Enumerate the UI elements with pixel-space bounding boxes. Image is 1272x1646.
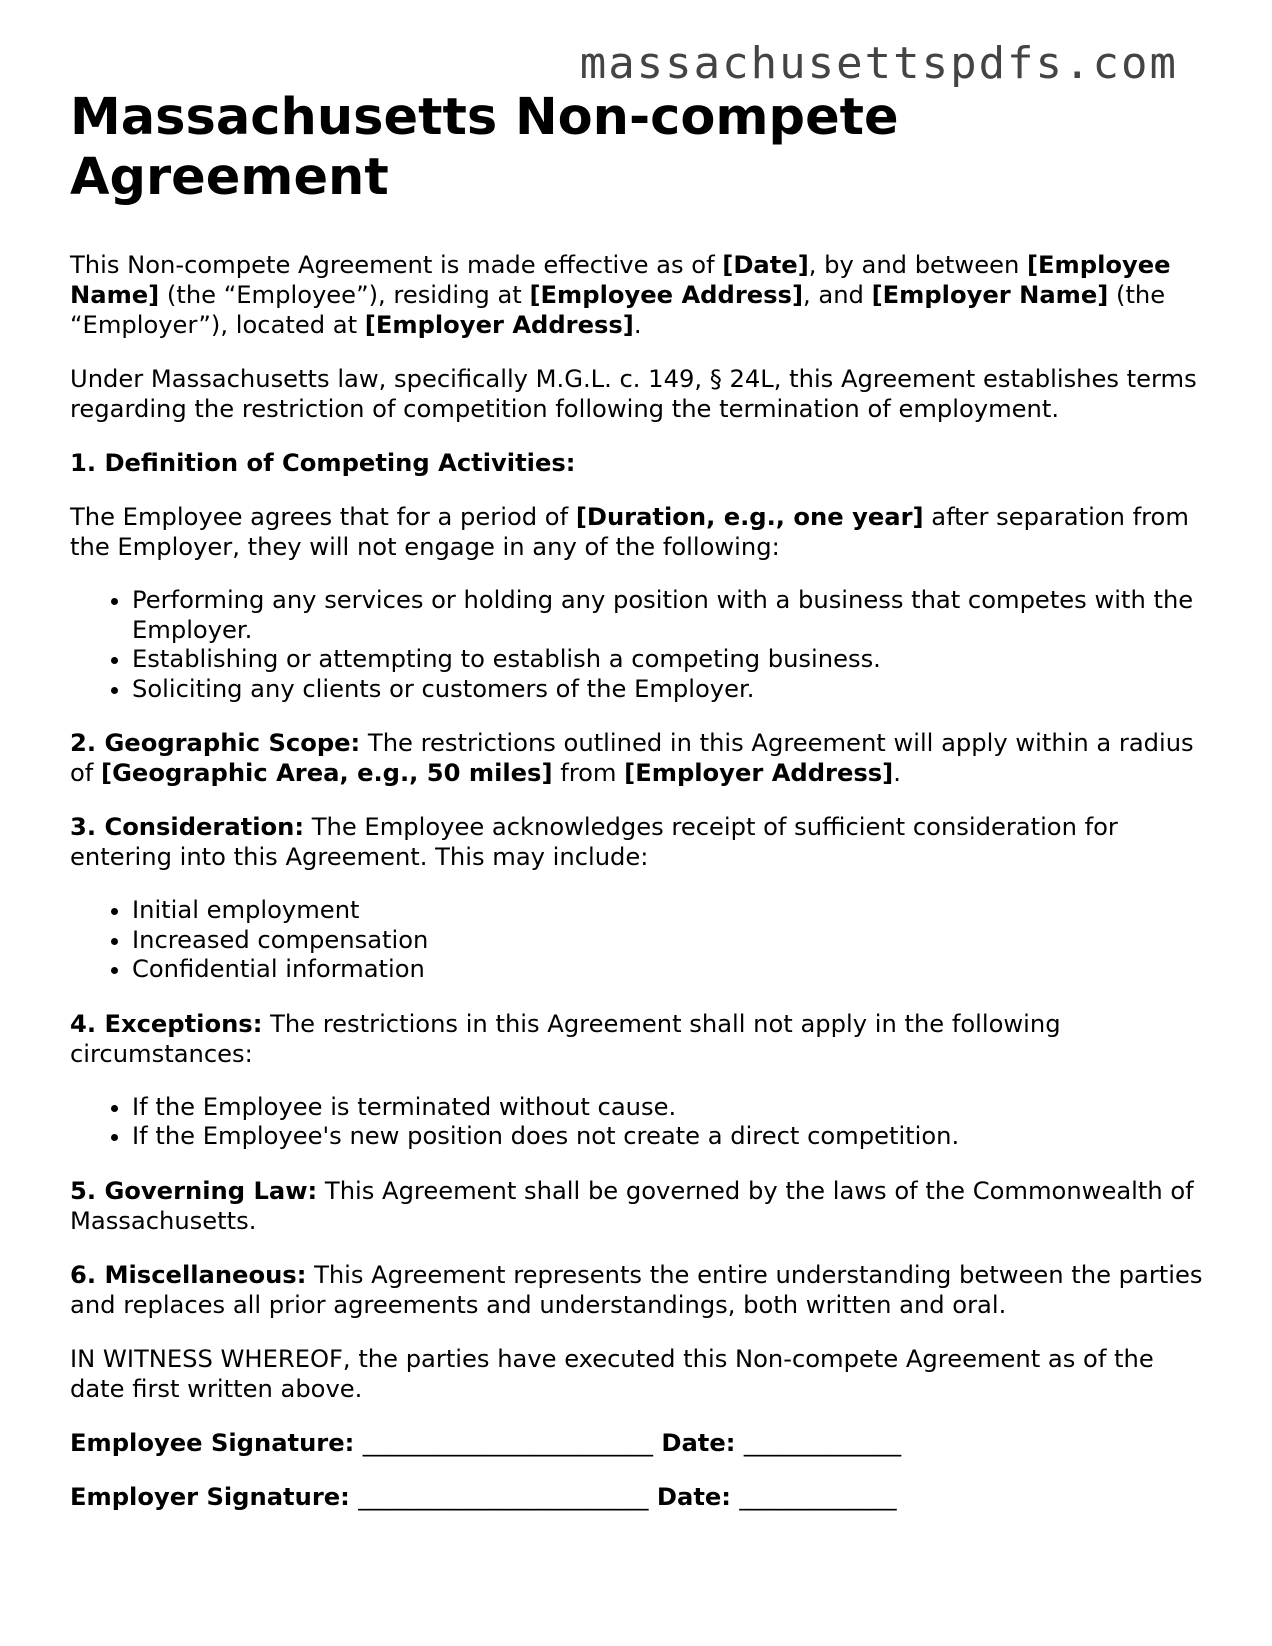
date-placeholder: [Date] (722, 251, 809, 279)
section2-text: . (893, 759, 901, 787)
witness-paragraph: IN WITNESS WHEREOF, the parties have executed this Non-compete Agreement as of the date first written above. (70, 1344, 1154, 1403)
geographic-area-placeholder: [Geographic Area, e.g., 50 miles] (101, 759, 553, 787)
section4-list (70, 1093, 1210, 1152)
employer-date-line[interactable]: _____________ (739, 1482, 897, 1511)
section5-text: This Agreement shall be governed by the laws of the Commonwealth of Massachusetts. (70, 1176, 1194, 1235)
intro-text: , by and between (808, 251, 1027, 279)
section4-heading: 4. Exceptions: (70, 1009, 263, 1038)
employer-address-placeholder: [Employer Address] (624, 759, 894, 787)
section3-list (70, 896, 1210, 985)
employee-date-line[interactable]: _____________ (743, 1428, 902, 1457)
list-item: • Soliciting any clients or customers of the Employer. (132, 675, 1210, 705)
section6-heading: 6. Miscellaneous: (70, 1260, 307, 1289)
section3-heading: 3. Consideration: (70, 813, 305, 841)
section5-paragraph (70, 1176, 1210, 1236)
section2-heading: 2. Geographic Scope: (70, 729, 361, 757)
employee-address-placeholder: [Employee Address] (529, 281, 803, 309)
list-item: • If the Employee is terminated without cause. (132, 1093, 1210, 1123)
watermark: massachusettspdfs.com (579, 38, 1178, 89)
page-title: Massachusetts Non-compete Agreement (70, 88, 899, 207)
law-paragraph: Under Massachusetts law, specifically M.G.L. c. 149, § 24L, this Agreement establishes terms regarding the restriction of competition following the termination of employment. (70, 365, 1197, 423)
section3-paragraph (70, 812, 1210, 872)
duration-placeholder: [Duration, e.g., one year] (575, 503, 924, 531)
employer-name-placeholder: [Employer Name] (871, 281, 1109, 309)
section4-paragraph (70, 1009, 1210, 1069)
list-item: • Initial employment (132, 896, 1210, 926)
employee-signature-label: Employee Signature: (70, 1428, 355, 1457)
section2-text: from (552, 759, 625, 787)
section2-text: The restrictions outlined in this Agreement will apply within a radius of (70, 729, 1194, 787)
intro-text: , and (803, 281, 872, 309)
list-item: • Increased compensation (132, 926, 1210, 956)
employee-date-label: Date: (661, 1428, 736, 1457)
intro-text: This Non-compete Agreement is made effective as of (70, 251, 723, 279)
list-item: • Establishing or attempting to establish a competing business. (132, 645, 1210, 675)
section1-heading-text: 1. Definition of Competing Activities: (70, 449, 576, 477)
section1-list (70, 586, 1210, 704)
list-item: • Confidential information (132, 955, 1210, 985)
intro-text: . (633, 311, 642, 339)
intro-paragraph (70, 250, 1210, 340)
section5-heading: 5. Governing Law: (70, 1176, 318, 1205)
section1-paragraph (70, 502, 1210, 562)
employer-signature-label: Employer Signature: (70, 1482, 350, 1511)
document-page (70, 88, 1210, 1536)
employee-signature-row (70, 1428, 1210, 1458)
intro-text: (the “Employer”), located at (70, 281, 1166, 339)
employee-signature-line[interactable]: ________________________ (362, 1428, 653, 1457)
list-item: • If the Employee's new position does not create a direct competition. (132, 1122, 1210, 1152)
section4-text: The restrictions in this Agreement shall not apply in the following circumstances: (70, 1009, 1061, 1068)
intro-text: (the “Employee”), residing at (159, 281, 530, 309)
section1-text: after separation from the Employer, they will not engage in any of the following: (70, 503, 1189, 561)
section6-paragraph (70, 1260, 1210, 1320)
section6-text: This Agreement represents the entire understanding between the parties and replaces all prior agreements and understandings, both written and oral. (70, 1260, 1203, 1319)
employer-signature-line[interactable]: ________________________ (358, 1482, 649, 1511)
employer-signature-row (70, 1482, 1210, 1512)
employer-address-placeholder: [Employer Address] (364, 311, 634, 339)
employer-date-label: Date: (656, 1482, 731, 1511)
section1-text: The Employee agrees that for a period of (70, 503, 576, 531)
list-item: • Performing any services or holding any position with a business that competes with the Employer. (132, 586, 1210, 645)
section2-paragraph (70, 728, 1210, 788)
employee-name-placeholder: [Employee Name] (70, 251, 1171, 309)
section3-text: The Employee acknowledges receipt of sufficient consideration for entering into this Agreement. This may include: (70, 813, 1118, 871)
section1-heading (70, 448, 1210, 478)
